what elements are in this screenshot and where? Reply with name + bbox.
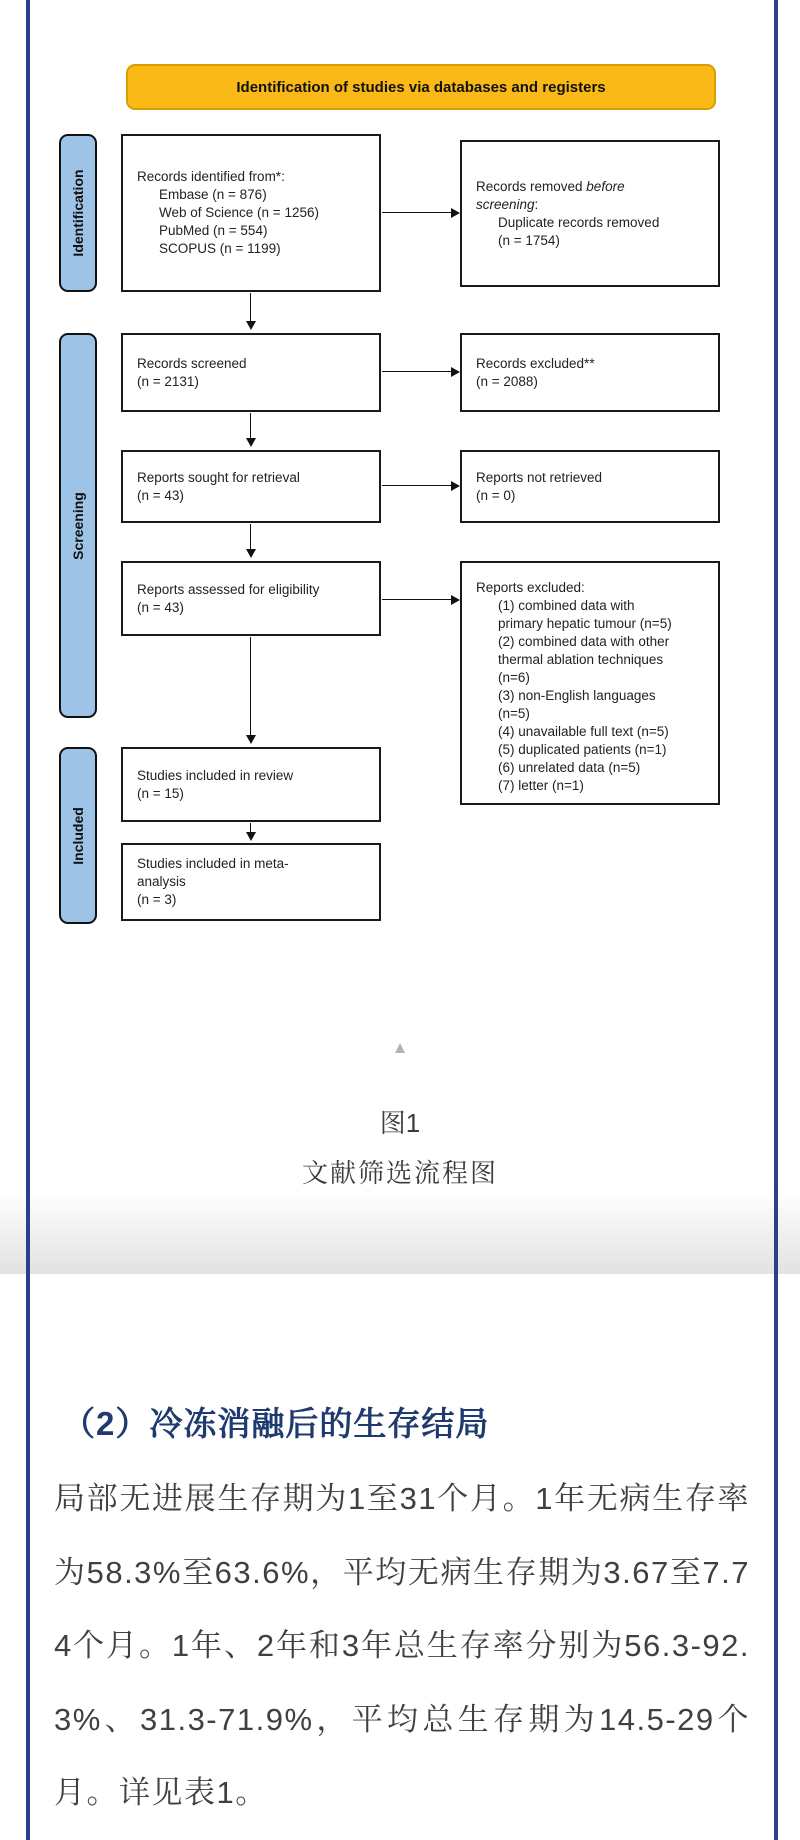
box-reports-excluded-reasons	[460, 561, 720, 805]
arrow-right-4	[382, 599, 451, 600]
studies-review-line1: Studies included in review	[137, 767, 294, 783]
records-identified-item: Web of Science (n = 1256)	[159, 205, 319, 220]
figure-title: 文献筛选流程图	[301, 1158, 498, 1188]
arrow-down-3	[250, 524, 251, 549]
studies-meta-line3: (n = 3)	[137, 892, 177, 907]
records-removed-item: (n = 1754)	[498, 232, 560, 248]
stage-screening	[59, 333, 97, 718]
exclusion-reason: (n=6)	[498, 670, 530, 685]
reports-assessed-line2: (n = 43)	[137, 599, 184, 615]
exclusion-reason: (n=5)	[498, 706, 530, 721]
right-border-line	[774, 0, 778, 1840]
arrow-down-5	[250, 823, 251, 832]
body-paragraph: 局部无进展生存期为1至31个月。1年无病生存率为58.3%至63.6%，平均无病生存期为3.67至7.74个月。1年、2年和3年总生存率分别为56.3-92.3%、31.3-71.9%，平均总生存期为14.5-29个月。详见表1。	[54, 1481, 750, 1810]
exclusion-reason: (1) combined data with	[498, 598, 635, 613]
studies-meta-line2: analysis	[137, 874, 186, 889]
records-excluded-line1: Records excluded**	[476, 355, 595, 371]
exclusion-reason: primary hepatic tumour (n=5)	[498, 616, 672, 631]
stage-included-label: Included	[70, 806, 86, 865]
section-divider-gradient	[0, 1190, 800, 1274]
exclusion-reason: (5) duplicated patients (n=1)	[498, 742, 667, 757]
reports-assessed-line1: Reports assessed for eligibility	[137, 581, 320, 597]
records-screened-line2: (n = 2131)	[137, 373, 199, 389]
records-removed-line2: screening:	[476, 196, 539, 212]
records-identified-item: SCOPUS (n = 1199)	[159, 241, 281, 256]
box-records-excluded	[460, 333, 720, 412]
records-identified-item: PubMed (n = 554)	[159, 223, 268, 238]
box-reports-sought	[121, 450, 381, 523]
stage-screening-label: Screening	[70, 491, 86, 560]
box-reports-assessed	[121, 561, 381, 636]
arrow-right-2	[382, 371, 451, 372]
section-heading: （2）冷冻消融后的生存结局	[62, 1405, 490, 1442]
records-identified-title: Records identified from*:	[137, 169, 285, 184]
reports-excluded-title: Reports excluded:	[476, 580, 585, 595]
figure-label: 图1	[379, 1108, 421, 1138]
reports-sought-line1: Reports sought for retrieval	[137, 469, 300, 485]
exclusion-reason: thermal ablation techniques	[498, 652, 664, 667]
exclusion-reason: (7) letter (n=1)	[498, 778, 584, 793]
records-excluded-line2: (n = 2088)	[476, 373, 538, 389]
exclusion-reason: (6) unrelated data (n=5)	[498, 760, 641, 775]
records-removed-line1: Records removed before	[476, 178, 625, 194]
collapse-triangle-icon[interactable]: ▲	[391, 1038, 409, 1057]
studies-review-line2: (n = 15)	[137, 785, 184, 801]
arrow-right-3	[382, 485, 451, 486]
left-border-line	[26, 0, 30, 1840]
box-studies-review	[121, 747, 381, 822]
reports-not-retrieved-line2: (n = 0)	[476, 487, 516, 503]
stage-identification	[59, 134, 97, 292]
box-records-identified	[121, 134, 381, 292]
exclusion-reason: (4) unavailable full text (n=5)	[498, 724, 669, 739]
box-studies-meta	[121, 843, 381, 921]
box-records-removed	[460, 140, 720, 287]
box-reports-not-retrieved	[460, 450, 720, 523]
exclusion-reason: (2) combined data with other	[498, 634, 670, 649]
stage-included	[59, 747, 97, 924]
exclusion-reason: (3) non-English languages	[498, 688, 656, 703]
stage-identification-label: Identification	[70, 169, 86, 257]
box-records-screened	[121, 333, 381, 412]
records-removed-item: Duplicate records removed	[498, 214, 660, 230]
reports-not-retrieved-line1: Reports not retrieved	[476, 469, 603, 485]
arrow-right-1	[382, 212, 451, 213]
diagram-banner: Identification of studies via databases and registers	[126, 64, 716, 110]
reports-sought-line2: (n = 43)	[137, 487, 184, 503]
studies-meta-line1: Studies included in meta-	[137, 856, 289, 871]
records-screened-line1: Records screened	[137, 355, 247, 371]
arrow-down-2	[250, 413, 251, 438]
records-identified-item: Embase (n = 876)	[159, 187, 267, 202]
arrow-down-4	[250, 637, 251, 735]
arrow-down-1	[250, 293, 251, 321]
